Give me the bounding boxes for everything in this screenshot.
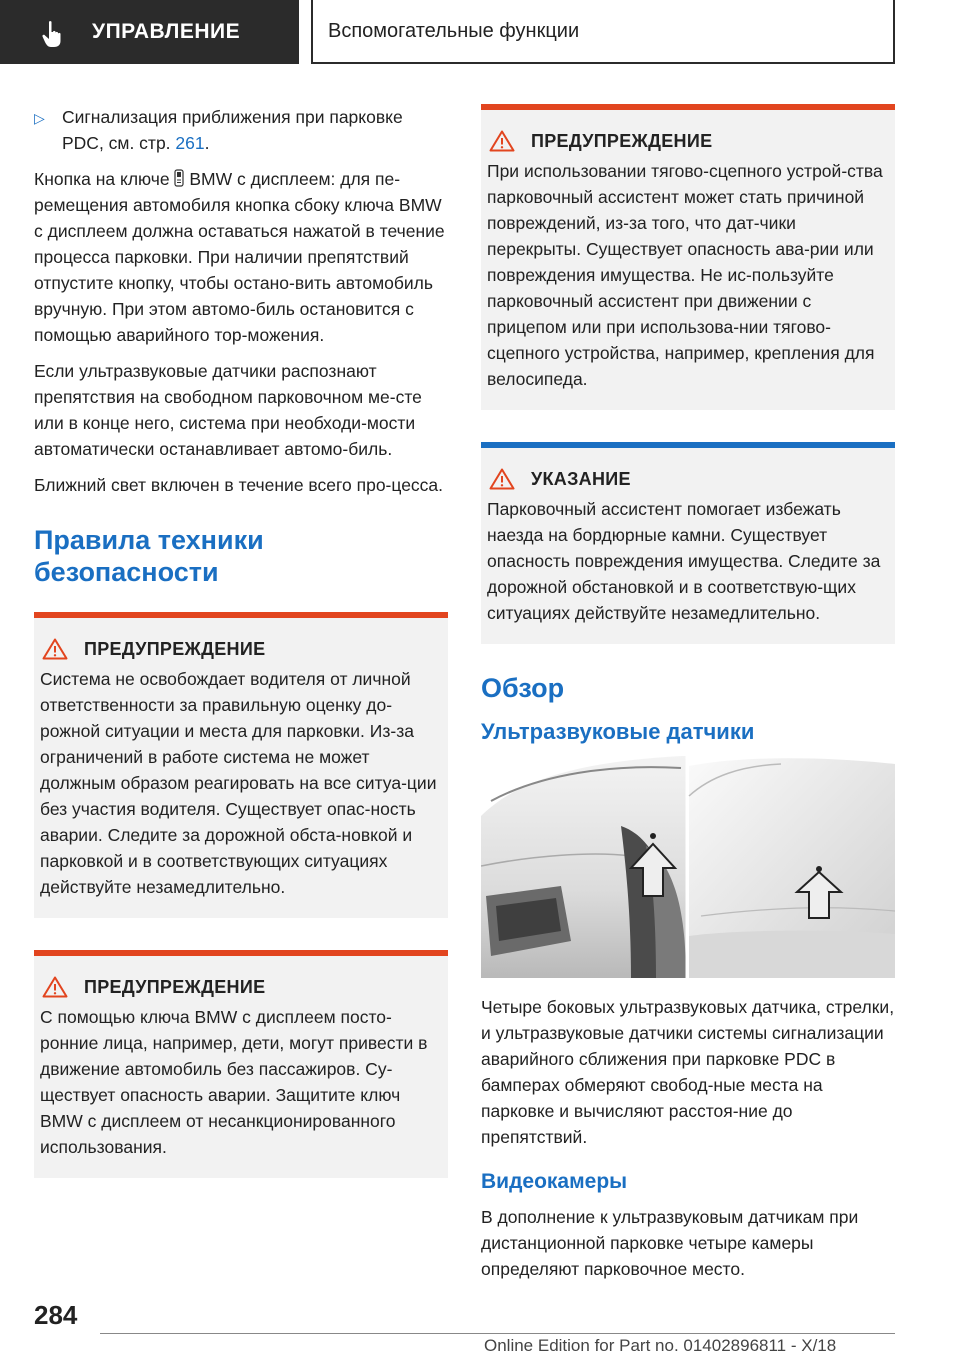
paragraph-lights: Ближний свет включен в течение всего про-цесса.	[34, 475, 444, 495]
key-icon	[174, 169, 184, 187]
warning-triangle-icon	[489, 130, 515, 152]
topic-tab	[311, 0, 895, 64]
right-column	[481, 104, 895, 1292]
warning-triangle-icon	[42, 638, 68, 660]
paragraph-key	[34, 166, 448, 348]
bullet-end: .	[204, 133, 210, 153]
overview-heading: Обзор	[481, 673, 565, 703]
paragraph-key-rest: BMW с дисплеем: для пе-ремещения автомобиля кнопка сбоку ключа BMW с дисплеем должна оставаться нажатой в течение процесса парковки. При наличии препятствий отпустите кнопку, чтобы остано-вить автомобиль вручную. При этом автомо-биль остановится с помощью аварийного тор-можения.	[34, 169, 445, 345]
warning-text: При использовании тягово-сцепного устрой-ства парковочный ассистент может стать причиной повреждений, из-за того, что дат-чики перекрыты. Существует опасность ава-рии или повреждения имущества. Не ис-пользуйте парковочный ассистент при движении с прицепом или при использова-нии тягово-сцепного устройства, например, крепления для велосипеда.	[487, 161, 883, 389]
hand-pointer-icon	[40, 20, 66, 48]
paragraph-sensors: Если ультразвуковые датчики распознают препятствия на свободном парковочном ме-сте или в конце него, система при необходи-мости автоматически останавливает автомо-биль.	[34, 361, 422, 459]
page-number: 284	[34, 1300, 78, 1330]
warning-box-1	[34, 612, 448, 918]
car-illustration	[481, 756, 895, 978]
section-tab	[0, 0, 299, 64]
section-title: УПРАВЛЕНИЕ	[92, 20, 241, 43]
paragraph-key-start: Кнопка на ключе	[34, 169, 175, 189]
safety-heading: Правила техники безопасности	[34, 525, 264, 587]
warning-title: ПРЕДУПРЕЖДЕНИЕ	[531, 131, 713, 151]
note-box	[481, 442, 895, 644]
note-triangle-icon	[489, 468, 515, 490]
note-text: Парковочный ассистент помогает избежать наезда на бордюрные камни. Существует опасность повреждения имущества. Следите за дорожной обстановкой и в соответствую-щих ситуациях действуйте незамедлительно.	[487, 499, 881, 623]
cameras-text: В дополнение к ультразвуковым датчикам при дистанционной парковке четыре камеры определяют парковочное место.	[481, 1207, 859, 1279]
car-sensors-image	[481, 756, 895, 978]
left-column	[34, 104, 448, 1210]
sensors-text: Четыре боковых ультразвуковых датчика, стрелки, и ультразвуковые датчики системы сигнализации аварийного сближения при парковке PDC в бамперах обмеряют свобод-ные места на парковке и вычисляют расстоя-ние до препятствий.	[481, 997, 895, 1147]
warning-text: Система не освобождает водителя от личной ответственности за правильную оценку до-рожной ситуации и места для парковки. Из-за ограничений в работе система не может должным образом реагировать на все ситуа-ции без участия водителя. Существует опас-ность аварии. Следите за дорожной обста-новкой и парковкой и в соответствующих ситуациях действуйте незамедлительно.	[40, 669, 437, 897]
bullet-triangle-icon: ▷	[34, 110, 45, 126]
note-title: УКАЗАНИЕ	[531, 469, 631, 489]
topic-title: Вспомогательные функции	[328, 19, 580, 42]
cameras-heading: Видеокамеры	[481, 1170, 628, 1193]
warning-box-3	[481, 104, 895, 410]
edition-text: Online Edition for Part no. 01402896811 - X/18	[484, 1336, 837, 1355]
warning-title: ПРЕДУПРЕЖДЕНИЕ	[84, 977, 266, 997]
warning-title: ПРЕДУПРЕЖДЕНИЕ	[84, 639, 266, 659]
warning-triangle-icon	[42, 976, 68, 998]
warning-text: С помощью ключа BMW с дисплеем посто-ронние лица, например, дети, могут привести в движение автомобиль без пассажиров. Су-ществует опасность аварии. Защитите ключ BMW с дисплеем от несанкционированного использования.	[40, 1007, 428, 1157]
sensors-heading: Ультразвуковые датчики	[481, 719, 755, 744]
warning-box-2	[34, 950, 448, 1178]
page-link[interactable]: 261	[175, 133, 205, 153]
bullet-text: Сигнализация приближения при парковке PDC, см. стр.	[62, 107, 403, 153]
pdc-bullet	[34, 104, 448, 156]
footer-divider	[100, 1333, 895, 1334]
